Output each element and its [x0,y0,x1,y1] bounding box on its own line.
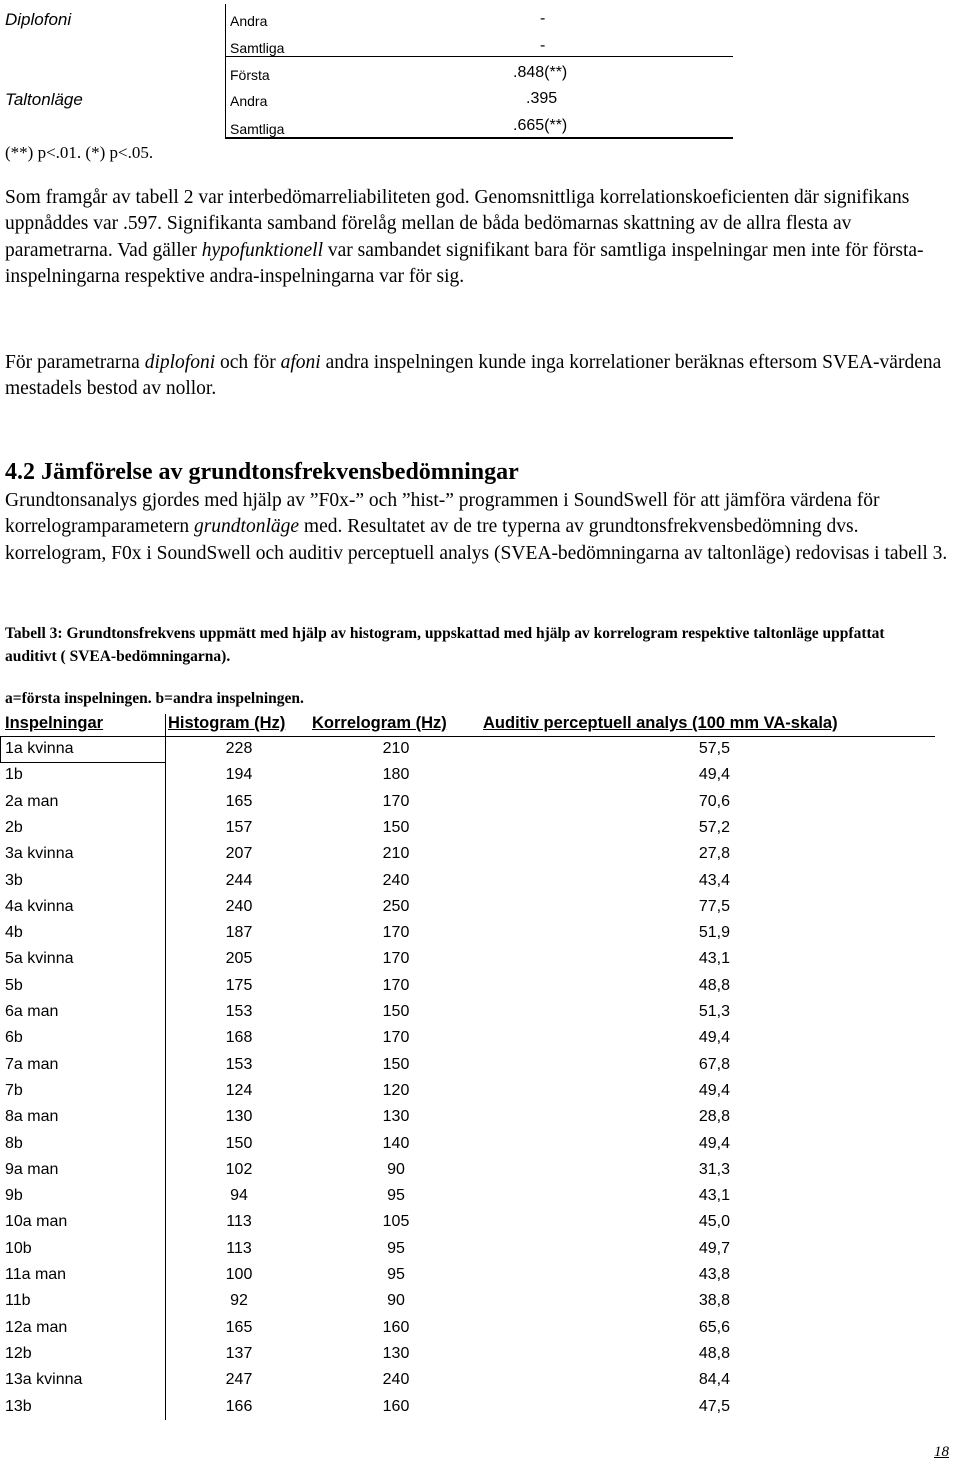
text-run: Grundtonsanalys gjordes med hjälp av ”F0x-” och ”hist-” programmen i SoundSwell för att jämföra värdena för korrelogramparametern [5,490,880,538]
cell-recording: 7b [5,1081,23,1099]
italic-term: grundtonläge [193,516,300,538]
cell-histogram: 153 [225,1003,253,1020]
paragraph-reliability [5,185,953,290]
cell-recording: 2a man [5,792,59,810]
table-row [0,1316,935,1342]
cell-histogram: 153 [225,1055,253,1073]
row-value: - [540,37,546,54]
cell-histogram: 168 [225,1029,253,1047]
italic-term: diplofoni [144,352,216,373]
cell-korrelogram: 170 [382,950,410,968]
cell-histogram: 187 [225,924,253,942]
cell-histogram: 194 [225,766,253,784]
paragraph-parameters [5,350,953,403]
row-sub: Första [230,67,270,83]
row-category: Taltonläge [5,90,83,109]
cell-histogram: 124 [225,1081,253,1099]
cell-recording: 11a man [5,1266,67,1283]
table-row [0,1289,935,1315]
cell-recording: 12b [5,1344,32,1362]
row-sub: Andra [230,93,268,109]
cell-histogram: 207 [225,845,253,863]
table-row [0,1342,935,1368]
cell-auditiv: 43,1 [698,1187,730,1205]
cell-recording: 13b [5,1397,32,1415]
text-run: andra inspelningen kunde inga korrelationer beräknas eftersom SVEA-värdena mestadels bestod av nollor. [5,352,942,400]
cell-recording: 13a kvinna [5,1371,83,1389]
table-row [0,1132,935,1158]
significance-footnote: (**) p<.01. (*) p<.05. [5,143,154,162]
table-rule [225,137,733,139]
cell-histogram: 157 [225,818,253,836]
cell-auditiv: 49,4 [698,1134,730,1152]
cell-korrelogram: 95 [387,1187,405,1205]
table-row [0,1105,935,1131]
cell-korrelogram: 130 [382,1344,410,1362]
table-row [0,1237,935,1263]
cell-auditiv: 28,8 [698,1108,730,1126]
cell-auditiv: 38,8 [698,1292,730,1310]
cell-korrelogram: 140 [382,1134,410,1152]
column-header: Korrelogram (Hz) [312,714,447,732]
table-vertical-rule [225,4,226,138]
cell-recording: 2b [5,818,23,836]
cell-korrelogram: 170 [382,924,410,942]
table-row [0,790,935,816]
table-row [0,895,935,921]
cell-auditiv: 65,6 [698,1318,730,1336]
cell-korrelogram: 150 [382,1003,410,1020]
cell-recording: 12a man [5,1318,68,1336]
cell-korrelogram: 105 [382,1213,410,1231]
row-sub: Samtliga [230,40,285,56]
cell-auditiv: 27,8 [698,845,730,863]
cell-recording: 9a man [5,1160,59,1178]
table-row [0,1079,935,1105]
cell-korrelogram: 250 [382,897,410,915]
row-value: .395 [526,90,558,107]
cell-histogram: 244 [225,871,253,889]
cell-histogram: 240 [225,897,253,915]
cell-auditiv: 31,3 [698,1160,730,1178]
cell-auditiv: 43,8 [698,1266,730,1283]
table-row [0,921,935,947]
italic-term: afoni [280,352,321,373]
cell-korrelogram: 90 [387,1160,405,1178]
cell-recording: 10b [5,1239,32,1257]
table-row [0,1158,935,1184]
cell-auditiv: 70,6 [698,792,730,810]
cell-histogram: 94 [230,1187,248,1205]
cell-recording: 6b [5,1029,23,1047]
cell-korrelogram: 120 [382,1081,410,1099]
text-run: Som framgår av tabell 2 var interbedömarreliabiliteten god. Genomsnittliga korrelationskoeficienten där signifikans uppnåddes var .597. Signifikanta samband förelåg mellan de båda bedömarnas skattning av de allra flesta av parametrarna. Vad gäller [5,187,910,261]
cell-auditiv: 48,8 [698,976,730,994]
table-row [0,1263,935,1289]
cell-auditiv: 51,3 [698,1003,730,1020]
cell-auditiv: 47,5 [698,1397,730,1415]
cell-histogram: 165 [225,1318,253,1336]
text-run: var sambandet signifikant bara för samtliga inspelningar men inte för första-inspelningarna respektive andra-inspelningarna var för sig. [5,239,924,287]
cell-histogram: 175 [225,976,253,994]
table-row [0,737,935,763]
cell-auditiv: 49,4 [698,766,730,784]
cell-auditiv: 49,7 [698,1239,730,1257]
table-row [0,1210,935,1236]
cell-recording: 4b [5,924,23,942]
cell-auditiv: 49,4 [698,1029,730,1047]
table-row [0,1053,935,1079]
text-run: med. Resultatet av de tre typerna av grundtonsfrekvensbedömning dvs. korrelogram, F0x i SoundSwell och auditiv perceptuell analys (SVEA-bedömningarna av taltonläge) redovisas i tabell 3. [5,516,948,564]
table-row [0,869,935,895]
row-sub: Andra [230,13,268,29]
cell-recording: 8a man [5,1108,59,1126]
cell-recording: 9b [5,1187,23,1205]
cell-histogram: 150 [225,1134,253,1152]
cell-recording: 10a man [5,1213,68,1231]
cell-korrelogram: 170 [382,792,410,810]
cell-recording: 7a man [5,1055,59,1073]
cell-auditiv: 45,0 [698,1213,730,1231]
column-header: Histogram (Hz) [168,714,286,732]
cell-recording: 6a man [5,1003,59,1020]
italic-term: hypofunktionell [201,239,324,261]
cell-korrelogram: 160 [382,1318,410,1336]
cell-korrelogram: 180 [382,766,410,784]
table-rule [225,56,733,57]
cell-auditiv: 57,2 [698,818,730,836]
cell-recording: 1a kvinna [5,740,74,757]
cell-auditiv: 49,4 [698,1081,730,1099]
cell-recording: 11b [5,1292,31,1310]
row-category: Diplofoni [5,10,72,29]
table-row [0,842,935,868]
table-row [0,763,935,789]
cell-histogram: 130 [225,1108,253,1126]
cell-korrelogram: 150 [382,1055,410,1073]
table-row [0,1395,935,1421]
row-value: .848(**) [513,64,568,81]
cell-recording: 5a kvinna [5,950,74,968]
cell-korrelogram: 95 [387,1239,405,1257]
text-run: och för [215,352,281,373]
row-value: .665(**) [513,117,568,134]
cell-auditiv: 67,8 [698,1055,730,1073]
column-header: Inspelningar [5,714,104,732]
cell-korrelogram: 170 [382,976,410,994]
cell-histogram: 113 [226,1213,252,1231]
row-value: - [540,10,546,27]
table-row [0,1000,935,1026]
cell-korrelogram: 210 [382,740,410,757]
cell-histogram: 102 [225,1160,253,1178]
row-sub: Samtliga [230,121,285,137]
cell-korrelogram: 240 [382,1371,410,1389]
cell-korrelogram: 210 [382,845,410,863]
text-run: För parametrarna [5,352,145,373]
cell-histogram: 165 [225,792,253,810]
paragraph-f0-analysis [5,488,953,567]
page-number: 18 [934,1444,949,1460]
cell-auditiv: 57,5 [698,740,730,757]
cell-recording: 8b [5,1134,23,1152]
table-caption: Tabell 3: Grundtonsfrekvens uppmätt med hjälp av histogram, uppskattad med hjälp av korrelogram respektive taltonläge uppfattat auditivt ( SVEA-bedömningarna). [5,625,885,665]
cell-histogram: 100 [225,1266,253,1283]
table-row [0,1368,935,1394]
cell-korrelogram: 150 [382,818,410,836]
cell-recording: 5b [5,976,23,994]
cell-histogram: 228 [225,740,253,757]
cell-recording: 4a kvinna [5,897,74,915]
cell-histogram: 137 [225,1344,253,1362]
cell-recording: 3b [5,871,23,889]
cell-korrelogram: 170 [382,1029,410,1047]
cell-histogram: 92 [230,1292,248,1310]
table-row [0,816,935,842]
table-note: a=första inspelningen. b=andra inspelningen. [5,690,304,707]
cell-auditiv: 43,4 [698,871,730,889]
cell-recording: 3a kvinna [5,845,74,863]
cell-korrelogram: 95 [387,1266,405,1283]
cell-auditiv: 48,8 [698,1344,730,1362]
section-heading: 4.2 Jämförelse av grundtonsfrekvensbedömningar [5,459,519,485]
cell-recording: 1b [5,766,23,784]
cell-histogram: 113 [226,1239,252,1257]
cell-auditiv: 43,1 [698,950,730,968]
cell-auditiv: 77,5 [698,897,730,915]
table-row [0,1026,935,1052]
cell-korrelogram: 130 [382,1108,410,1126]
cell-korrelogram: 240 [382,871,410,889]
cell-histogram: 205 [225,950,253,968]
cell-korrelogram: 160 [382,1397,410,1415]
cell-auditiv: 84,4 [698,1371,730,1389]
cell-korrelogram: 90 [387,1292,405,1310]
column-header: Auditiv perceptuell analys (100 mm VA-skala) [483,714,838,732]
cell-histogram: 166 [225,1397,253,1415]
table-row [0,1184,935,1210]
cell-auditiv: 51,9 [698,924,730,942]
cell-histogram: 247 [225,1371,253,1389]
table-row [0,974,935,1000]
table-row [0,947,935,973]
